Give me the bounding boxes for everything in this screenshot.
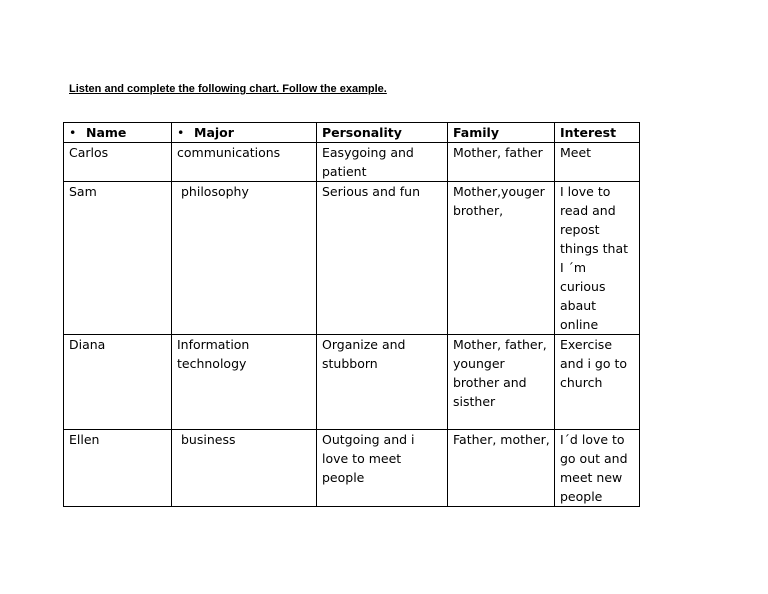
header-major-label: Major (194, 125, 234, 140)
cell-family: Mother,youger brother, (448, 182, 555, 335)
cell-personality: Organize and stubborn (317, 335, 448, 430)
cell-interest: Exercise and i go to church (555, 335, 640, 430)
cell-interest: Meet (555, 143, 640, 182)
header-row (64, 123, 640, 143)
cell-family: Father, mother, (448, 430, 555, 507)
cell-major: business (172, 430, 317, 507)
header-interest: Interest (555, 123, 640, 143)
cell-name: Diana (64, 335, 172, 430)
table-row (64, 335, 640, 430)
cell-major: communications (172, 143, 317, 182)
table-row (64, 143, 640, 182)
table-row (64, 182, 640, 335)
cell-personality: Serious and fun (317, 182, 448, 335)
cell-major: Information technology (172, 335, 317, 430)
bullet-icon: • (69, 125, 77, 140)
cell-family: Mother, father, younger brother and sisther (448, 335, 555, 430)
table-row (64, 430, 640, 507)
bullet-icon: • (177, 125, 185, 140)
cell-name: Carlos (64, 143, 172, 182)
cell-interest: I´d love to go out and meet new people (555, 430, 640, 507)
cell-family: Mother, father (448, 143, 555, 182)
header-name-label: Name (86, 125, 127, 140)
header-family: Family (448, 123, 555, 143)
cell-personality: Outgoing and i love to meet people (317, 430, 448, 507)
cell-personality: Easygoing and patient (317, 143, 448, 182)
header-name (64, 123, 172, 143)
cell-name: Sam (64, 182, 172, 335)
cell-name: Ellen (64, 430, 172, 507)
cell-interest: I love to read and repost things that I ´m curious abaut online (555, 182, 640, 335)
information-chart (63, 122, 640, 507)
instruction-heading: Listen and complete the following chart. Follow the example. (69, 83, 387, 95)
cell-major: philosophy (172, 182, 317, 335)
header-major (172, 123, 317, 143)
header-personality: Personality (317, 123, 448, 143)
